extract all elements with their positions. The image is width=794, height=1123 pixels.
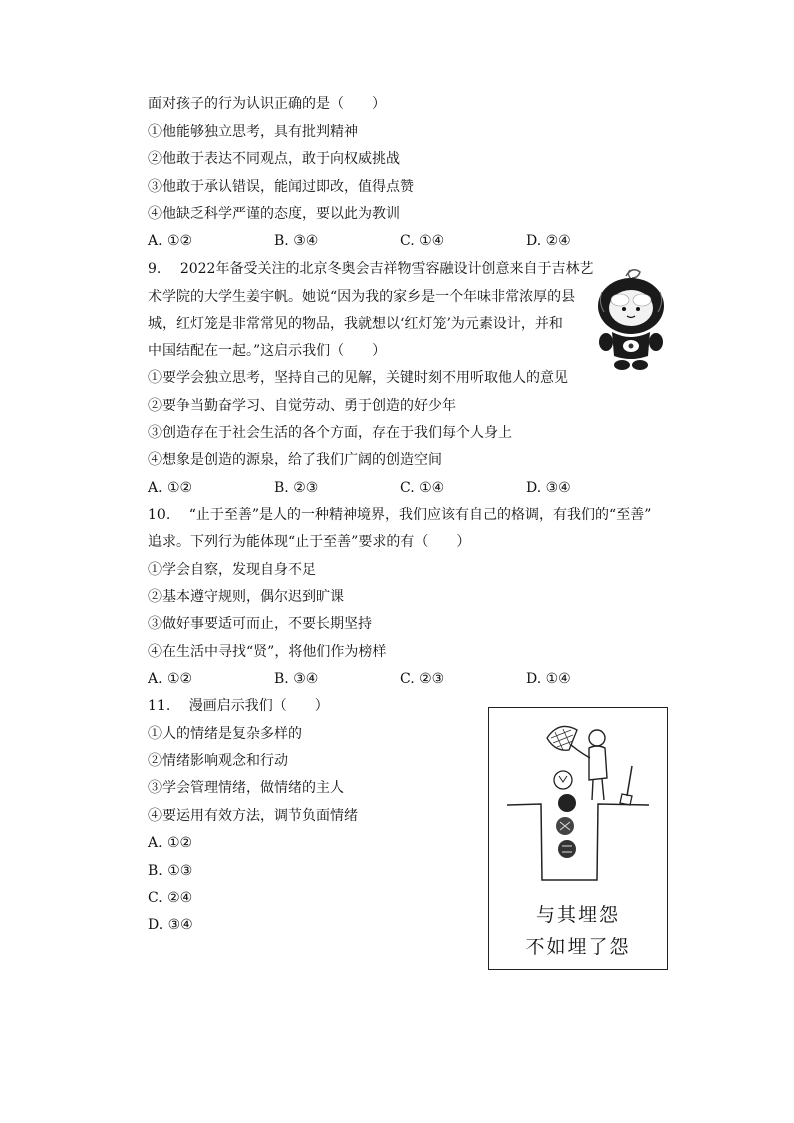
q11-stem-text: 漫画启示我们（ ）	[188, 698, 329, 714]
cartoon-caption-line-1: 与其埋怨	[535, 904, 620, 926]
q11-option-d[interactable]: D. ③④	[148, 917, 193, 933]
q11-item-2: ②情绪影响观念和行动	[148, 753, 288, 769]
q8-option-c[interactable]: C. ①④	[400, 233, 445, 249]
q11-item-4: ④要运用有效方法，调节负面情绪	[148, 808, 358, 824]
q10-option-a[interactable]: A. ①②	[148, 671, 193, 687]
q10-item-2: ②基本遵守规则，偶尔迟到旷课	[148, 589, 344, 605]
q9-option-c[interactable]: C. ①④	[400, 480, 445, 496]
q8-option-d[interactable]: D. ②④	[526, 233, 571, 249]
q9-item-4: ④想象是创造的源泉，给了我们广阔的创造空间	[148, 452, 442, 468]
q10-stem-text-1: “止于至善”是人的一种精神境界，我们应该有自己的格调，有我们的“至善”	[188, 507, 652, 523]
q10-option-c[interactable]: C. ②③	[400, 671, 445, 687]
q11-stem	[148, 696, 329, 716]
q9-stem-text-1: 2022年备受关注的北京冬奥会吉祥物雪容融设计创意来自于吉林艺	[179, 261, 594, 277]
q10-item-3: ③做好事要适可而止，不要长期坚持	[148, 616, 372, 632]
q9-number: 9.	[148, 261, 162, 277]
q11-option-c[interactable]: C. ②④	[148, 890, 193, 906]
q11-item-1: ①人的情绪是复杂多样的	[148, 726, 302, 742]
cartoon-panel	[488, 707, 668, 970]
q11-option-b[interactable]: B. ①③	[148, 863, 193, 879]
q8-option-a[interactable]: A. ①②	[148, 233, 193, 249]
q9-option-b[interactable]: B. ②③	[274, 480, 319, 496]
q11-option-a[interactable]: A. ①②	[148, 835, 193, 851]
q9-stem-line-1	[148, 259, 593, 279]
q9-option-a[interactable]: A. ①②	[148, 480, 193, 496]
q8-stem: 面对孩子的行为认识正确的是（ ）	[148, 96, 386, 112]
q9-item-2: ②要争当勤奋学习、自觉劳动、勇于创造的好少年	[148, 398, 456, 414]
q10-option-d[interactable]: D. ①④	[526, 671, 571, 687]
q10-item-4: ④在生活中寻找“贤”，将他们作为榜样	[148, 644, 387, 660]
q9-item-1: ①要学会独立思考，坚持自己的见解，关键时刻不用听取他人的意见	[148, 370, 568, 386]
q10-stem-line-1	[148, 505, 651, 525]
mascot-illustration	[596, 266, 666, 372]
q10-item-1: ①学会自察，发现自身不足	[148, 562, 316, 578]
cartoon-drawing	[489, 708, 667, 888]
q8-item-3: ③他敢于承认错误，能闻过即改，值得点赞	[148, 179, 414, 195]
q8-item-1: ①他能够独立思考，具有批判精神	[148, 124, 358, 140]
q11-item-3: ③学会管理情绪，做情绪的主人	[148, 780, 344, 796]
q10-option-b[interactable]: B. ③④	[274, 671, 319, 687]
q9-item-3: ③创造存在于社会生活的各个方面，存在于我们每个人身上	[148, 425, 512, 441]
q10-stem-line-2: 追求。下列行为能体现“止于至善”要求的有（ ）	[148, 534, 471, 550]
q9-option-d[interactable]: D. ③④	[526, 480, 571, 496]
q9-stem-line-2: 术学院的大学生姜宇帆。她说“因为我的家乡是一个年味非常浓厚的县	[148, 289, 576, 305]
q8-item-4: ④他缺乏科学严谨的态度，要以此为教训	[148, 206, 400, 222]
q10-number: 10.	[148, 507, 171, 523]
q9-stem-line-4: 中国结配在一起。”这启示我们（ ）	[148, 343, 387, 359]
q8-option-b[interactable]: B. ③④	[274, 233, 319, 249]
q11-number: 11.	[148, 698, 171, 714]
q8-item-2: ②他敢于表达不同观点，敢于向权威挑战	[148, 151, 400, 167]
q9-stem-line-3: 城，红灯笼是非常常见的物品，我就想以‘红灯笼’为元素设计，并和	[148, 316, 563, 332]
cartoon-caption-line-2: 不如埋了怨	[525, 936, 631, 958]
